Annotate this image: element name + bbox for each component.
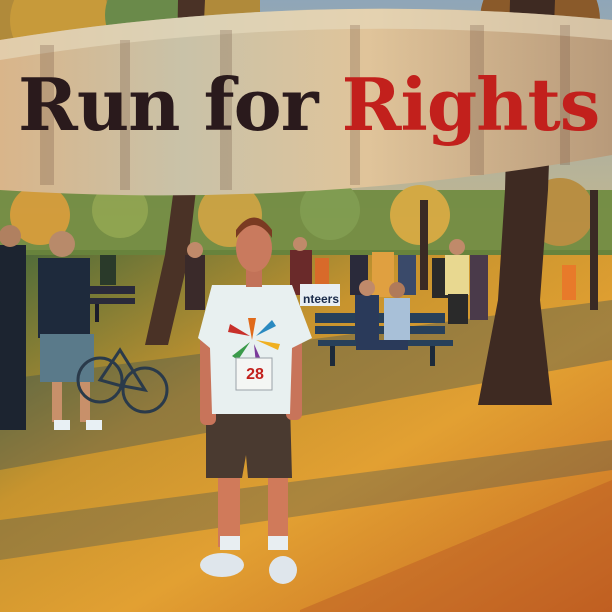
banner-text xyxy=(18,62,599,147)
banner-word-rights: Rights xyxy=(341,62,600,147)
banner-word-for: for xyxy=(203,62,318,147)
person-left-edge xyxy=(0,225,26,430)
banner-word-run: Run xyxy=(18,62,180,147)
background-sign-text: nteers xyxy=(303,292,340,306)
bib-number: 28 xyxy=(246,366,264,383)
